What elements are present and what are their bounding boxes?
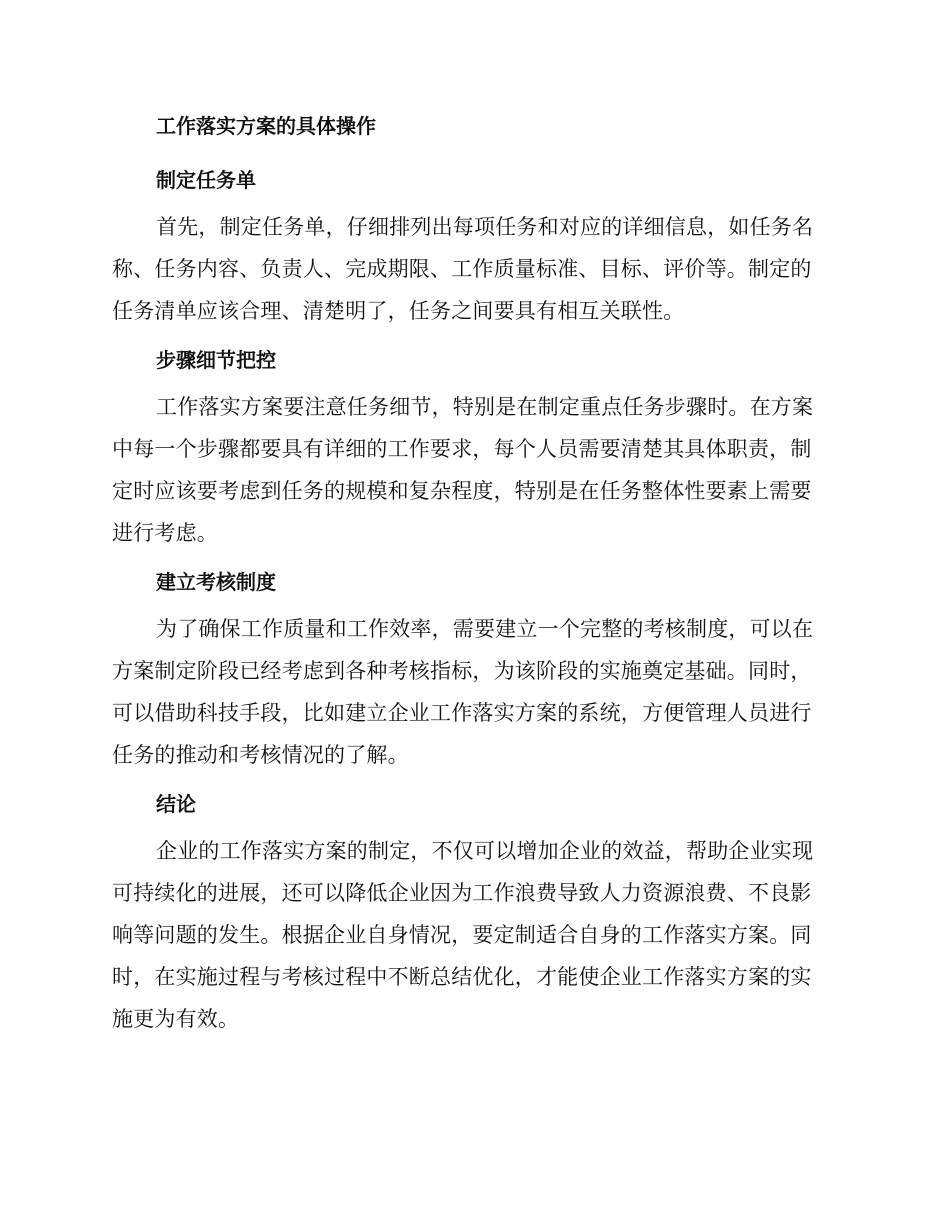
document-page <box>112 110 832 1040</box>
section-paragraph: 工作落实方案要注意任务细节，特别是在制定重点任务步骤时。在方案中每一个步骤都要具有详细的工作要求，每个人员需要清楚其具体职责，制定时应该要考虑到任务的规模和复杂程度，特别是在任务整体性要素上需要进行考虑。 <box>112 395 814 545</box>
document-title: 工作落实方案的具体操作 <box>156 114 376 138</box>
section-heading: 制定任务单 <box>156 168 256 192</box>
section-task-list <box>112 164 832 332</box>
section-assessment-system <box>112 566 832 776</box>
section-heading: 结论 <box>156 792 196 816</box>
section-step-details <box>112 344 832 554</box>
section-paragraph: 为了确保工作质量和工作效率，需要建立一个完整的考核制度，可以在方案制定阶段已经考虑到各种考核指标，为该阶段的实施奠定基础。同时，可以借助科技手段，比如建立企业工作落实方案的系统，方便管理人员进行任务的推动和考核情况的了解。 <box>112 617 814 767</box>
section-paragraph: 首先，制定任务单，仔细排列出每项任务和对应的详细信息，如任务名称、任务内容、负责人、完成期限、工作质量标准、目标、评价等。制定的任务清单应该合理、清楚明了，任务之间要具有相互关联性。 <box>112 215 814 323</box>
section-paragraph: 企业的工作落实方案的制定，不仅可以增加企业的效益，帮助企业实现可持续化的进展，还可以降低企业因为工作浪费导致人力资源浪费、不良影响等问题的发生。根据企业自身情况，要定制适合自身的工作落实方案。同时，在实施过程与考核过程中不断总结优化，才能使企业工作落实方案的实施更为有效。 <box>112 839 814 1031</box>
section-conclusion <box>112 788 832 1040</box>
section-heading: 建立考核制度 <box>156 570 276 594</box>
section-heading: 步骤细节把控 <box>156 348 276 372</box>
